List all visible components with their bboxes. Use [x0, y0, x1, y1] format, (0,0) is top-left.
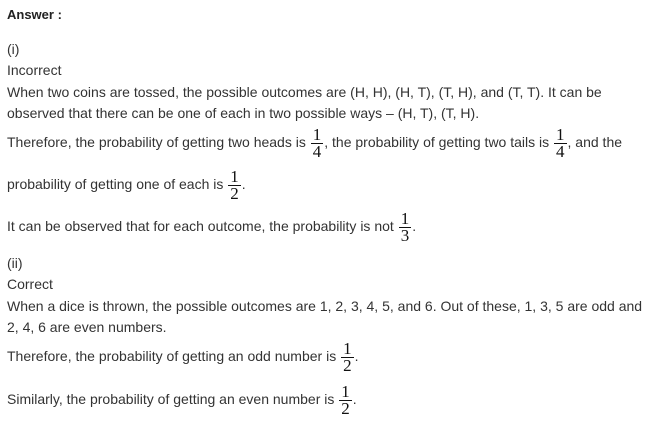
- part-i-paragraph-line-1: When two coins are tossed, the possible outcomes are (H, H), (H, T), (T, H), and (T, T). It can be: [7, 84, 602, 100]
- fraction-one-third: [399, 211, 412, 244]
- fraction-even: [339, 384, 352, 417]
- period-text: .: [412, 218, 417, 235]
- part-i-paragraph-line-2: observed that there can be one of each in two possible ways – (H, T), (T, H).: [7, 105, 480, 121]
- fraction-denominator: 4: [312, 142, 322, 161]
- two-tails-text: , the probability of getting two tails is: [324, 134, 550, 151]
- one-of-each-text: probability of getting one of each is: [7, 176, 224, 193]
- two-heads-text: Therefore, the probability of getting two heads is: [7, 134, 306, 151]
- fraction-numerator: 1: [312, 125, 322, 144]
- answer-heading: Answer :: [7, 7, 62, 22]
- period-text: .: [354, 348, 359, 365]
- fraction-odd: [341, 341, 354, 374]
- fraction-two-heads: [311, 127, 324, 160]
- fraction-numerator: 1: [341, 382, 350, 401]
- fraction-denominator: 4: [556, 142, 565, 161]
- fraction-numerator: 1: [230, 167, 239, 186]
- part-ii-paragraph-line-2: 2, 4, 6 are even numbers.: [7, 319, 167, 335]
- fraction-denominator: 2: [230, 184, 239, 203]
- odd-number-sentence: [7, 341, 358, 374]
- one-of-each-sentence: [7, 169, 246, 202]
- part-ii-label: (ii): [7, 255, 23, 271]
- not-one-third-sentence: [7, 211, 416, 244]
- fraction-two-tails: [554, 127, 567, 160]
- fraction-numerator: 1: [556, 125, 565, 144]
- fraction-one-of-each: [228, 169, 241, 202]
- fraction-denominator: 2: [341, 399, 350, 418]
- and-the-text: , and the: [567, 134, 623, 151]
- fraction-denominator: 3: [400, 226, 410, 245]
- part-ii-verdict: Correct: [7, 276, 53, 292]
- odd-number-text: Therefore, the probability of getting an odd number is: [7, 348, 337, 365]
- part-i-label: (i): [7, 41, 20, 57]
- even-number-sentence: [7, 384, 357, 417]
- two-heads-tails-sentence: [7, 127, 622, 160]
- fraction-numerator: 1: [343, 339, 352, 358]
- part-i-verdict: Incorrect: [7, 62, 62, 78]
- period-text: .: [241, 176, 246, 193]
- fraction-numerator: 1: [400, 209, 410, 228]
- even-number-text: Similarly, the probability of getting an even number is: [7, 391, 335, 408]
- part-ii-paragraph-line-1: When a dice is thrown, the possible outcomes are 1, 2, 3, 4, 5, and 6. Out of these, 1, 3, 5 are odd and: [7, 298, 643, 314]
- fraction-denominator: 2: [343, 356, 352, 375]
- observed-text: It can be observed that for each outcome, the probability is not: [7, 218, 394, 235]
- period-text: .: [352, 391, 357, 408]
